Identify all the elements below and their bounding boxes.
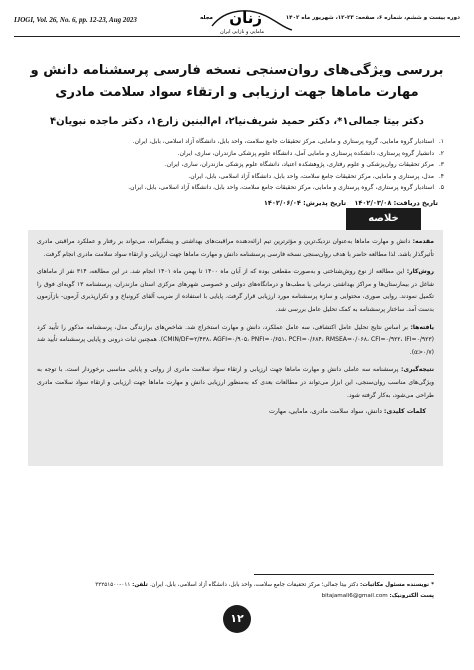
email-link[interactable]: bitajamali6@gmail.com [321, 592, 388, 599]
corresponding-author-note: * نویسنده مسئول مکاتبات: دکتر بیتا جمالی؛ مرکز تحقیقات جامع سلامت، واحد بابل، دانشگاه آزاد اسلامی، بابل، ایران. تلفن: ۰۱۱-۳۲۲۵۱۵۰۰ پست الکترونیک: bitajamali6@gmail.com [95, 582, 434, 599]
author-list: دکتر بیتا جمالی۱*، دکتر حمید شریف‌نیا۲، ام‌البنین زارع۱، دکتر ماجده نبویان۴ [50, 116, 424, 127]
abstract-results: یافته‌ها: بر اساس نتایج تحلیل عامل اکتشافی، سه عامل عملکرد، دانش و مهارت استخراج شد. شاخص‌های برازندگی مدل، پرسشنامه مذکور را تأیید کرد (CMIN/DF=۲/۴۳۸، AGFI=۰/۹۰۵، PNFI=۰/۶۵۱، PCFI=۰/۶۸۴، RMSEA=۰/۰۶۸، CFI=۰/۹۲۲، IFI=۰/۹۲۳). همچنین ثبات درونی و پایایی پرسشنامه تأیید شد (α>۰/۷). [37, 323, 435, 356]
affiliations-list [30, 136, 444, 194]
page-header [14, 8, 460, 34]
received-date: تاریخ دریافت: ۱۴۰۲/۰۳/۰۸ [354, 199, 438, 207]
keywords: کلمات کلیدی: دانش، سواد سلامت مادری، مامایی، مهارت [268, 408, 426, 416]
issue-info: دوره بیست و ششم، شماره ۶، صفحه: ۲۳-۱۲، شهریور ماه ۱۴۰۲ [285, 15, 460, 21]
abstract-box [28, 230, 443, 466]
article-dates [258, 199, 438, 207]
accepted-date: تاریخ پذیرش: ۱۴۰۲/۰۶/۰۴ [263, 199, 347, 207]
journal-reference: IJOGI, Vol. 26, No. 6, pp. 12-23, Aug 2023 [14, 16, 137, 24]
abstract-introduction: مقدمه: دانش و مهارت ماماها به‌عنوان نزدیک‌ترین و مؤثرترین تیم ارائه‌دهنده مراقبت‌های بهداشتی و پیشگیرانه، می‌تواند بر رفتار و عملکرد مراقبتی مادری تأثیرگذار باشد. لذا مطالعه حاضر با هدف روان‌سنجی نسخه فارسی پرسشنامه دانش و مهارت ماماها جهت ارزیابی و ارتقاء سواد سلامت مادری انجام گرفت. [37, 238, 434, 258]
affiliation-item: ۱.استادیار گروه مامایی، گروه پرستاری و مامایی، مرکز تحقیقات جامع سلامت، واحد بابل، دانشگاه آزاد اسلامی، بابل، ایران. [132, 138, 444, 145]
affiliation-item: ۵.استادیار گروه پرستاری، گروه پرستاری و مامایی، مرکز تحقیقات جامع سلامت، واحد بابل، دانشگاه آزاد اسلامی، بابل، ایران. [128, 184, 444, 191]
journal-logo [192, 6, 300, 36]
affiliation-item: ۳.مرکز تحقیقات روان‌پزشکی و علوم رفتاری، پژوهشکده اعتیاد، دانشگاه علوم پزشکی مازندران، ساری، ایران. [164, 161, 444, 168]
abstract-heading: خلاصه [346, 208, 421, 230]
affiliation-item: ۲.دانشیار گروه پرستاری، دانشکده پرستاری و مامایی آمل، دانشگاه علوم پزشکی مازندران، ساری، ایران. [177, 149, 444, 157]
abstract-methods: روش‌کار: این مطالعه از نوع روش‌شناختی و به‌صورت مقطعی بوده که از آبان ماه ۱۴۰۰ تا بهمن ماه ۱۴۰۱ انجام شد. در این مطالعه، ۳۱۴ نفر از ماماهای شاغل در بیمارستان‌ها و مراکز بهداشتی درمانی یا مطب‌ها و درمانگاه‌های دولتی و خصوصی شهرهای مرکزی استان مازندران، پرسشنامه ۱۳ گویه‌ای فوق را تکمیل نمودند. روایی صوری، محتوایی و سازه پرسشنامه مورد ارزیابی قرار گرفت. پایایی با استفاده از ضریب آلفای کرونباخ و و تکرارپذیری آزمون- بازآزمون بدست آمد. ساختار پرسشنامه به کمک تحلیل عامل بررسی شد. [37, 268, 434, 313]
abstract-conclusion: نتیجه‌گیری: پرسشنامه سه عاملی دانش و مهارت ماماها جهت ارزیابی و ارتقاء سواد سلامت مادری از روایی و پایایی مناسبی برخوردار است. با توجه به ویژگی‌های مناسب روان‌سنجی، این ابزار می‌تواند در مطالعات بعدی که به‌منظور ارزیابی دانش و مهارت ماماها جهت ارزیابی و ارتقاء سواد سلامت مادری طراحی می‌شود، به‌کار گرفته شود. [37, 366, 434, 399]
page-number: ۱۲ [223, 605, 251, 633]
logo-word-big: زنان [229, 9, 262, 27]
logo-subtitle: مامایی و نازایی ایران [219, 29, 264, 35]
article-title: بررسی ویژگی‌های روان‌سنجی نسخه فارسی پرسشنامه دانش و مهارت ماماها جهت ارزیابی و ارتقاء سواد سلامت مادری [30, 63, 444, 100]
header-divider [14, 36, 460, 37]
logo-word-small: مجله [200, 15, 213, 21]
affiliation-item: ۴.مدل، پرستاری و مامایی، مرکز تحقیقات جامع سلامت، واحد بابل، دانشگاه آزاد اسلامی، بابل، ایران. [188, 172, 444, 180]
footnote-divider [254, 574, 434, 575]
